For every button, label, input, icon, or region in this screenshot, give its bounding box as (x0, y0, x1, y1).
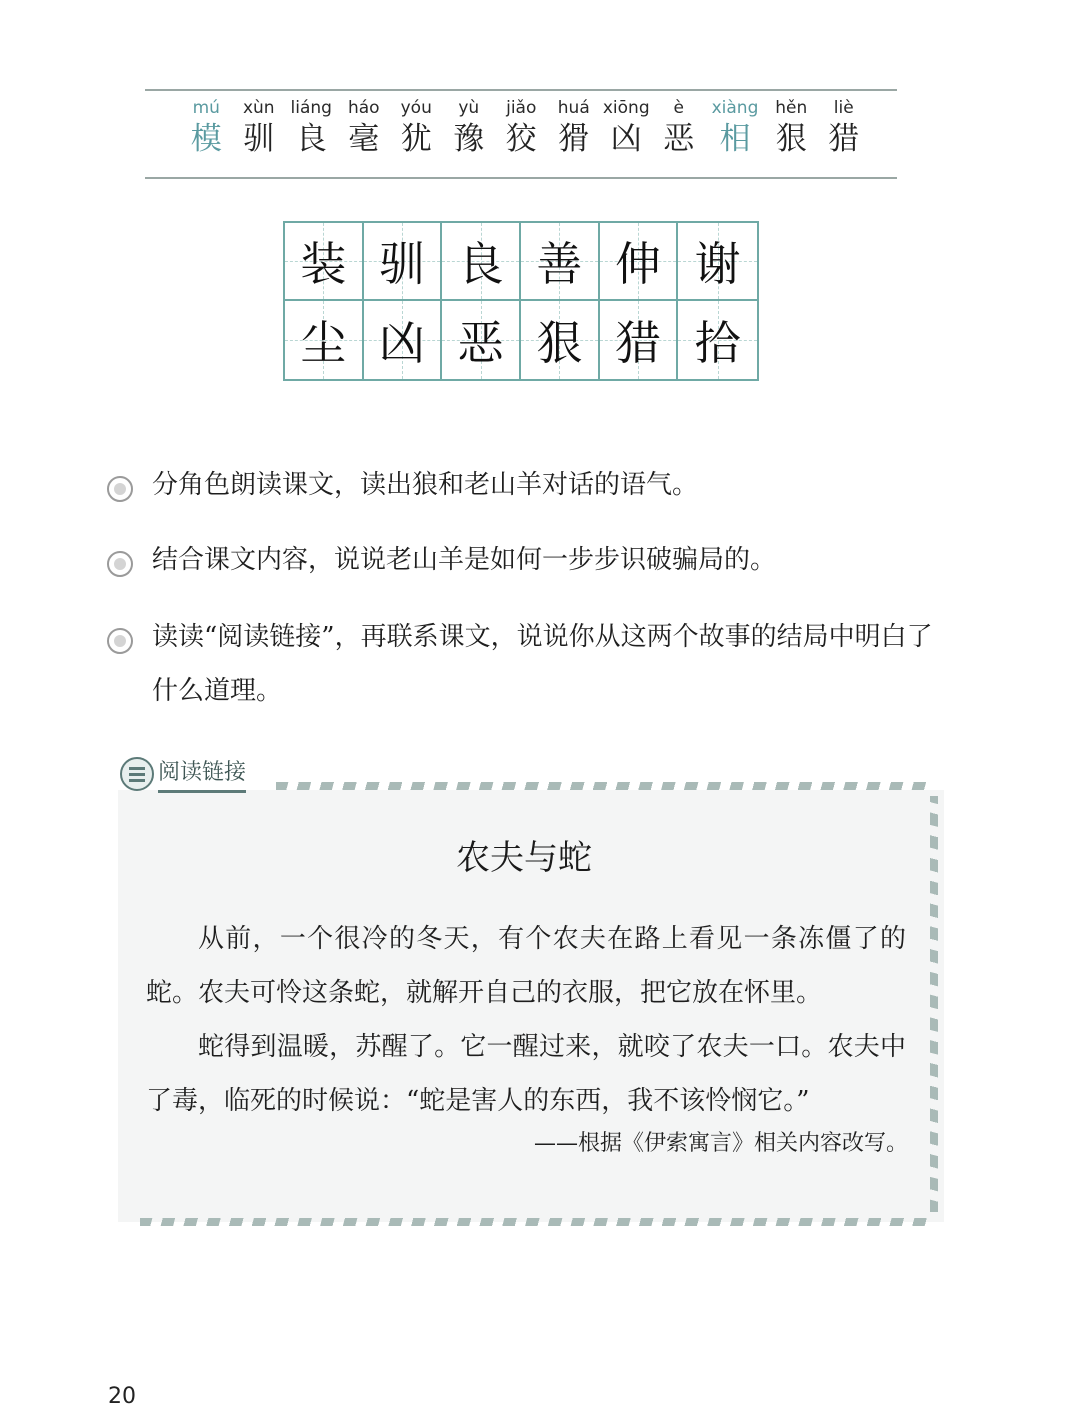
pinyin: jiǎo (506, 98, 537, 118)
reading-link-label: 阅读链接 (158, 755, 246, 793)
vocab-item (338, 96, 391, 158)
hanzi: 豫 (453, 121, 485, 157)
vocab-item (548, 96, 601, 158)
hanzi: 狡 (505, 121, 537, 157)
hanzi: 凶 (610, 121, 642, 157)
grid-char: 狠 (536, 316, 583, 370)
vocab-item (495, 96, 548, 158)
grid-cell (364, 301, 443, 379)
grid-char: 尘 (300, 316, 347, 370)
grid-cell (600, 301, 679, 379)
story-title: 农夫与蛇 (456, 838, 592, 878)
grid-char: 良 (457, 237, 504, 291)
pinyin: xiàng (711, 98, 759, 118)
vocab-row (180, 96, 870, 158)
vocab-item (705, 96, 765, 158)
hanzi: 毫 (348, 121, 380, 157)
vocab-item (765, 96, 818, 158)
hanzi: 猾 (558, 121, 590, 157)
task-text: 结合课文内容，说说老山羊是如何一步步识破骗局的。 (152, 545, 777, 575)
hanzi: 恶 (663, 121, 695, 157)
task-text: 读读“阅读链接”，再联系课文，说说你从这两个故事的结局中明白了什么道理。 (152, 622, 933, 706)
vocab-item (653, 96, 706, 158)
grid-cell (678, 223, 757, 301)
grid-cell (285, 223, 364, 301)
panel-border-top (276, 782, 926, 790)
pinyin: hěn (775, 98, 808, 118)
grid-char: 凶 (378, 316, 425, 370)
grid-char: 谢 (694, 237, 741, 291)
task-bullet-icon (107, 551, 133, 577)
pinyin: xiōng (602, 98, 650, 118)
task-text: 分角色朗读课文，读出狼和老山羊对话的语气。 (152, 470, 699, 500)
vocab-item (600, 96, 653, 158)
panel-border-bottom (140, 1218, 930, 1226)
grid-cell (521, 301, 600, 379)
hanzi: 狠 (775, 121, 807, 157)
grid-char: 善 (536, 237, 583, 291)
vocab-top-rule (145, 89, 897, 91)
hanzi: 模 (190, 121, 222, 157)
task-bullet-icon (107, 476, 133, 502)
writing-grid (283, 221, 759, 381)
task-item (107, 470, 942, 512)
book-icon (120, 757, 154, 791)
pinyin: mú (192, 98, 220, 118)
grid-char: 恶 (457, 316, 504, 370)
reading-link-tab (120, 755, 246, 793)
pinyin: yóu (400, 98, 432, 118)
pinyin: yù (458, 98, 480, 118)
grid-cell (678, 301, 757, 379)
vocab-item (180, 96, 233, 158)
grid-cell (364, 223, 443, 301)
hanzi: 良 (295, 121, 327, 157)
grid-char: 猎 (614, 316, 661, 370)
vocab-bottom-rule (145, 177, 897, 179)
story-body (146, 912, 906, 1128)
task-item (107, 545, 942, 587)
pinyin: xùn (242, 98, 275, 118)
pinyin: liáng (290, 98, 332, 118)
grid-char: 拾 (694, 316, 741, 370)
grid-char: 驯 (378, 237, 425, 291)
grid-cell (521, 223, 600, 301)
pinyin: háo (347, 98, 380, 118)
vocab-item (818, 96, 871, 158)
grid-cell (285, 301, 364, 379)
grid-cell (442, 223, 521, 301)
hanzi: 相 (719, 121, 751, 157)
vocab-item (233, 96, 286, 158)
story-paragraph: 蛇得到温暖，苏醒了。它一醒过来，就咬了农夫一口。农夫中了毒，临死的时候说：“蛇是害人的东西，我不该怜悯它。” (146, 1032, 906, 1116)
grid-cell (600, 223, 679, 301)
pinyin: huá (557, 98, 590, 118)
vocab-item (285, 96, 338, 158)
grid-char: 装 (300, 237, 347, 291)
story-paragraph: 从前，一个很冷的冬天，有个农夫在路上看见一条冻僵了的蛇。农夫可怜这条蛇，就解开自己的衣服，把它放在怀里。 (146, 924, 906, 1008)
hanzi: 猎 (828, 121, 860, 157)
task-item (107, 622, 942, 718)
pinyin: è (673, 98, 684, 118)
vocab-item (443, 96, 496, 158)
grid-char: 伸 (614, 237, 661, 291)
pinyin: liè (833, 98, 854, 118)
vocab-item (390, 96, 443, 158)
story-source: ——根据《伊索寓言》相关内容改写。 (533, 1131, 908, 1156)
page-number: 20 (108, 1384, 136, 1409)
hanzi: 驯 (243, 121, 275, 157)
task-bullet-icon (107, 628, 133, 654)
hanzi: 犹 (400, 121, 432, 157)
grid-cell (442, 301, 521, 379)
